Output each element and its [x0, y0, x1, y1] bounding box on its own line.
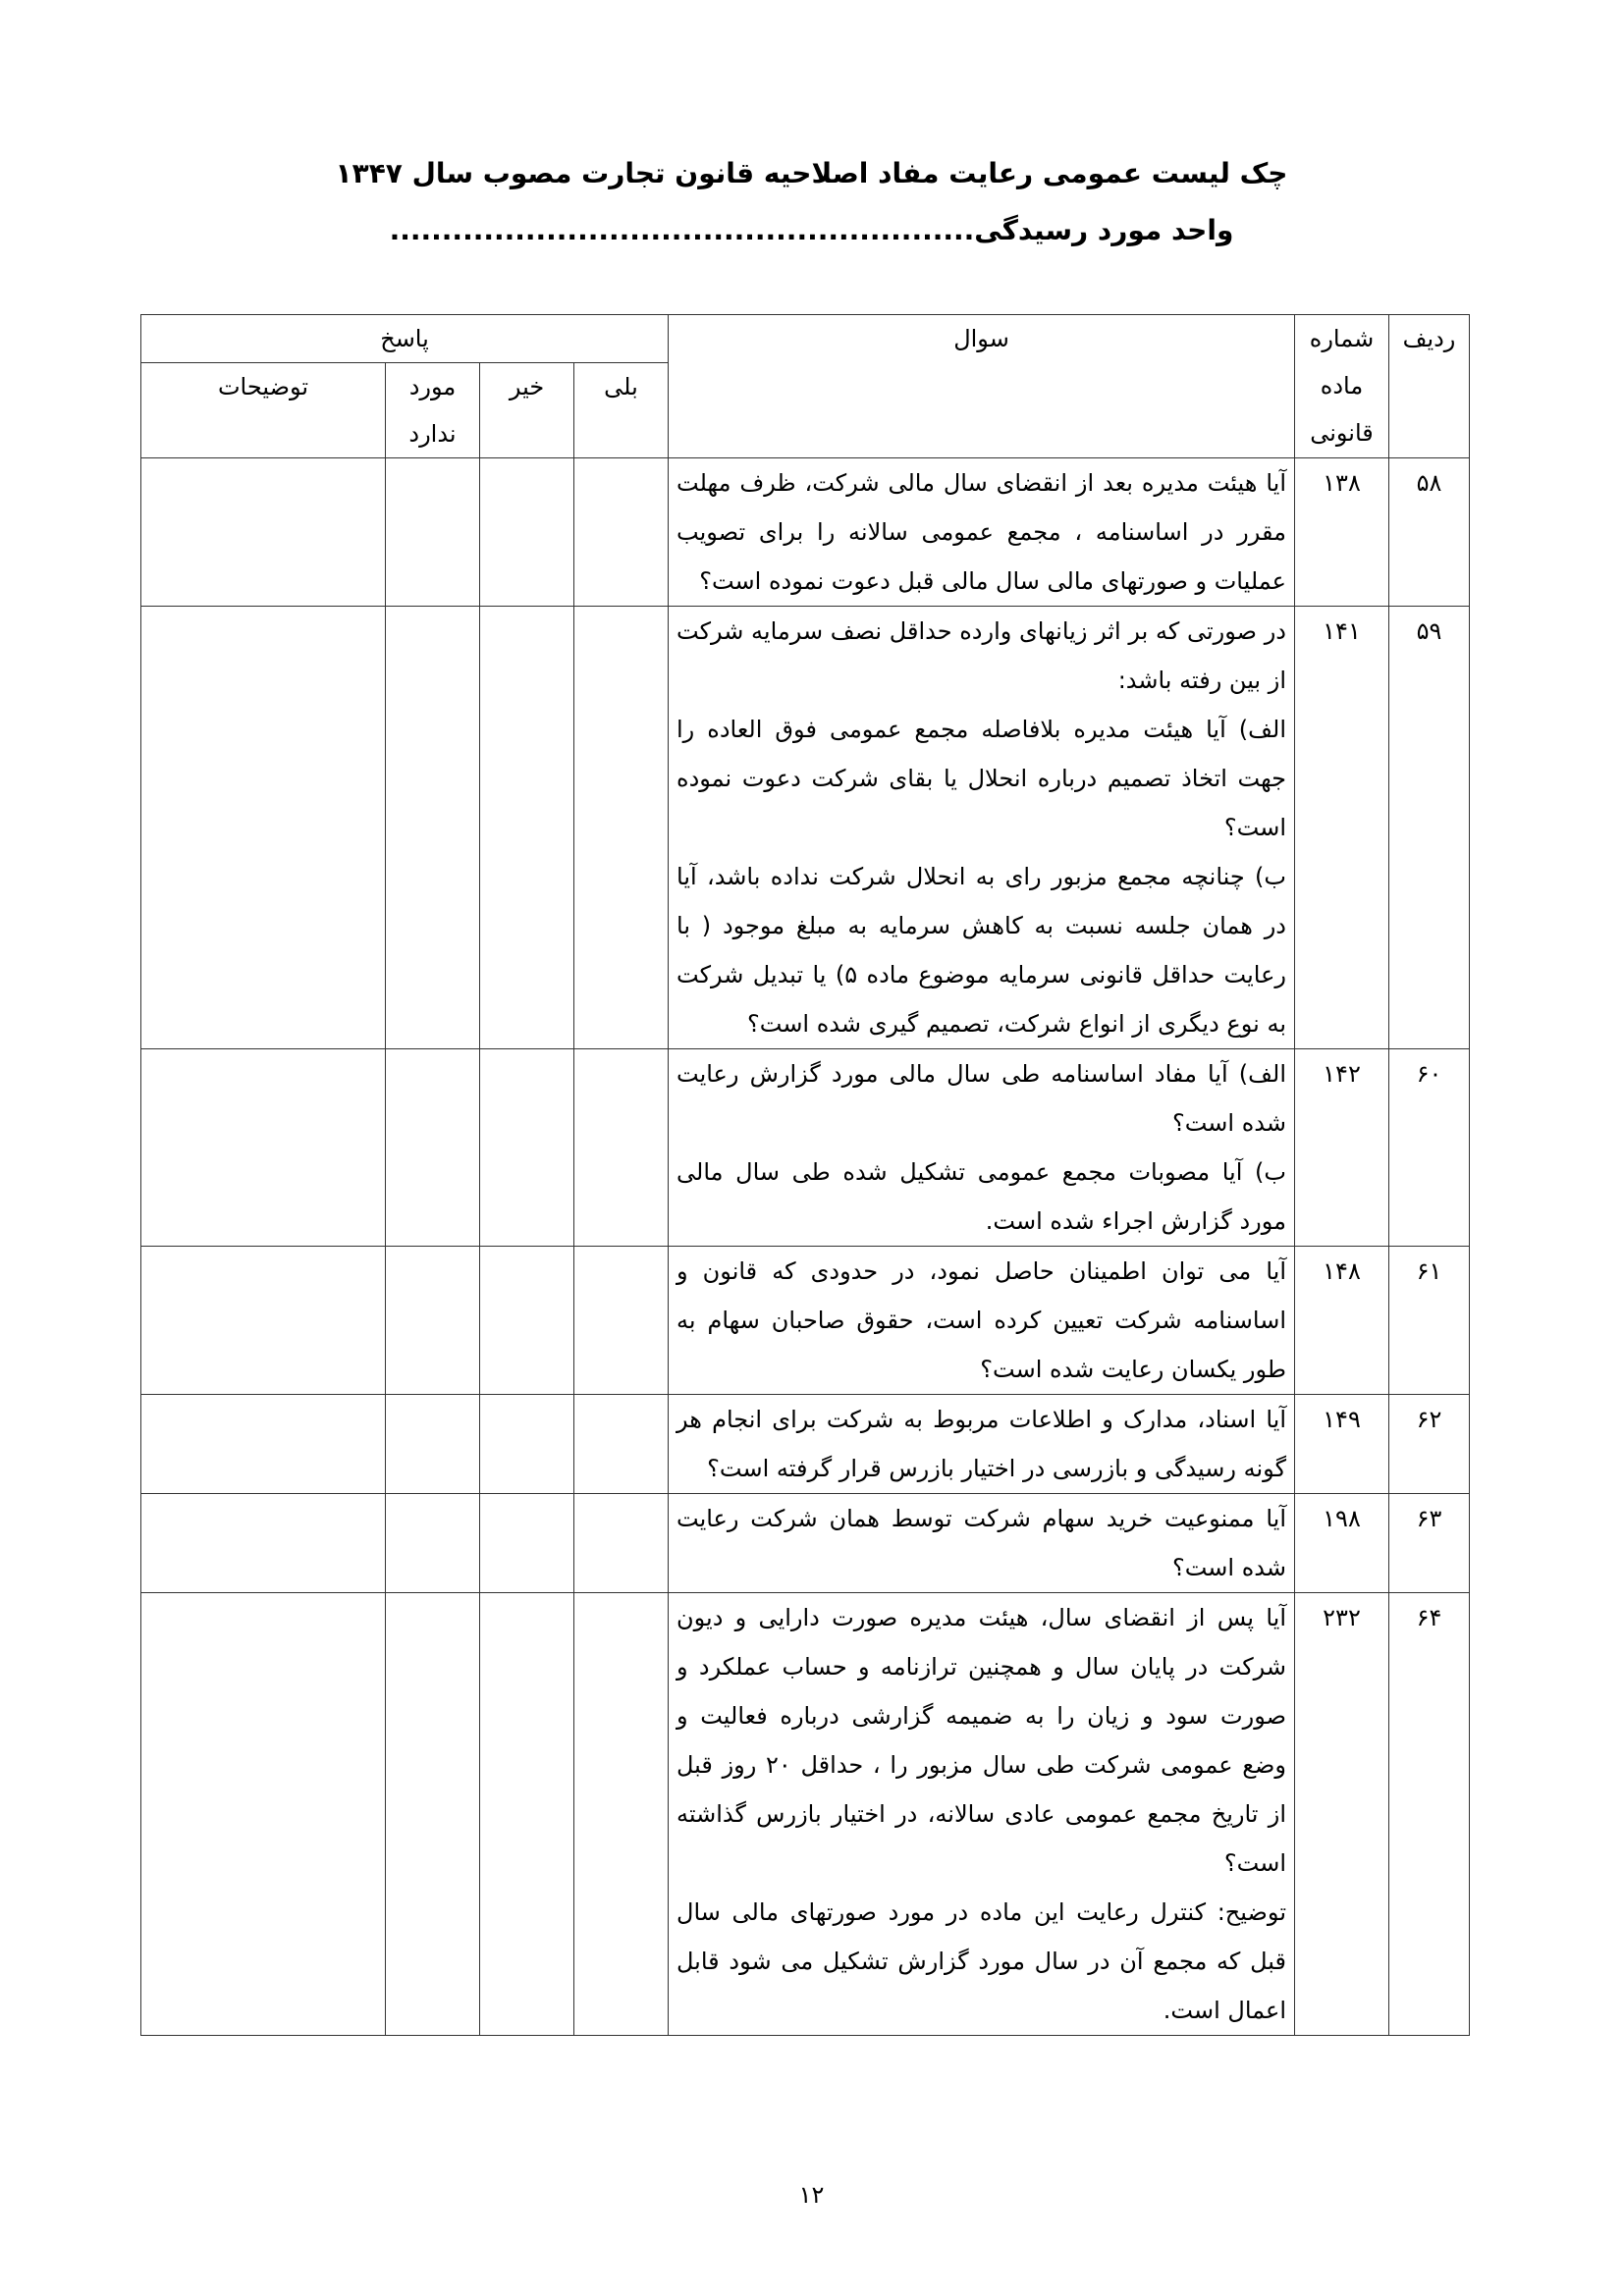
- article-number: ۱۴۱: [1295, 607, 1389, 1049]
- answer-na-cell[interactable]: [386, 1494, 480, 1593]
- answer-yes-cell[interactable]: [574, 458, 669, 607]
- row-number: ۶۱: [1389, 1247, 1470, 1395]
- table-row: [141, 1593, 1470, 2036]
- header-no: خیر: [480, 363, 574, 458]
- page-title: چک لیست عمومی رعایت مفاد اصلاحیه قانون تجارت مصوب سال ۱۳۴۷: [335, 157, 1288, 189]
- answer-yes-cell[interactable]: [574, 607, 669, 1049]
- checklist-table: [140, 314, 1470, 2036]
- question-cell: [669, 1593, 1295, 2036]
- question-paragraph: آیا ممنوعیت خرید سهام شرکت توسط همان شرکت رعایت شده است؟: [676, 1505, 1286, 1581]
- page-number: ۱۲: [798, 2181, 825, 2209]
- description-cell[interactable]: [141, 1247, 386, 1395]
- question-cell: [669, 607, 1295, 1049]
- answer-no-cell[interactable]: [480, 1395, 574, 1494]
- question-cell: [669, 1247, 1295, 1395]
- article-number: ۱۴۲: [1295, 1049, 1389, 1247]
- question-paragraph: آیا اسناد، مدارک و اطلاعات مربوط به شرکت برای انجام هر گونه رسیدگی و بازرسی در اختیار بازرس قرار گرفته است؟: [676, 1406, 1286, 1482]
- description-cell[interactable]: [141, 607, 386, 1049]
- table-row: [141, 1494, 1470, 1593]
- description-cell[interactable]: [141, 1593, 386, 2036]
- row-number: ۶۰: [1389, 1049, 1470, 1247]
- row-number: ۶۴: [1389, 1593, 1470, 2036]
- table-body: [141, 458, 1470, 2036]
- question-paragraph: آیا هیئت مدیره بعد از انقضای سال مالی شرکت، ظرف مهلت مقرر در اساسنامه ، مجمع عمومی سالانه را برای تصویب عملیات و صورتهای مالی سال مالی قبل دعوت نموده است؟: [676, 469, 1286, 595]
- row-number: ۶۳: [1389, 1494, 1470, 1593]
- header-not-applicable: مورد ندارد: [386, 363, 480, 458]
- answer-yes-cell[interactable]: [574, 1494, 669, 1593]
- answer-na-cell[interactable]: [386, 1049, 480, 1247]
- article-number: ۱۴۹: [1295, 1395, 1389, 1494]
- question-paragraph: ب) آیا مصوبات مجمع عمومی تشکیل شده طی سال مالی مورد گزارش اجراء شده است.: [676, 1158, 1286, 1235]
- article-number: ۱۹۸: [1295, 1494, 1389, 1593]
- description-cell[interactable]: [141, 458, 386, 607]
- row-number: ۵۹: [1389, 607, 1470, 1049]
- answer-yes-cell[interactable]: [574, 1049, 669, 1247]
- table-row: [141, 1247, 1470, 1395]
- question-paragraph: الف) آیا هیئت مدیره بلافاصله مجمع عمومی فوق العاده را جهت اتخاذ تصمیم درباره انحلال یا بقای شرکت دعوت نموده است؟: [676, 716, 1286, 841]
- answer-na-cell[interactable]: [386, 1593, 480, 2036]
- question-cell: [669, 1494, 1295, 1593]
- answer-na-cell[interactable]: [386, 458, 480, 607]
- answer-na-cell[interactable]: [386, 607, 480, 1049]
- question-paragraph: آیا پس از انقضای سال، هیئت مدیره صورت دارایی و دیون شرکت در پایان سال و همچنین ترازنامه و حساب عملکرد و صورت سود و زیان را به ضمیمه گزارشی درباره فعالیت و وضع عمومی شرکت طی سال مزبور را ، حداقل ۲۰ روز قبل از تاریخ مجمع عمومی عادی سالانه، در اختیار بازرس گذاشته است؟: [676, 1604, 1286, 1877]
- description-cell[interactable]: [141, 1049, 386, 1247]
- answer-no-cell[interactable]: [480, 1049, 574, 1247]
- question-paragraph: در صورتی که بر اثر زیانهای وارده حداقل نصف سرمایه شرکت از بین رفته باشد:: [676, 617, 1286, 694]
- question-paragraph: الف) آیا مفاد اساسنامه طی سال مالی مورد گزارش رعایت شده است؟: [676, 1060, 1286, 1137]
- description-cell[interactable]: [141, 1494, 386, 1593]
- question-paragraph: توضیح: کنترل رعایت این ماده در مورد صورتهای مالی سال قبل که مجمع آن در سال مورد گزارش تشکیل می شود قابل اعمال است.: [676, 1898, 1286, 2024]
- answer-yes-cell[interactable]: [574, 1247, 669, 1395]
- answer-no-cell[interactable]: [480, 1247, 574, 1395]
- row-number: ۵۸: [1389, 458, 1470, 607]
- answer-na-cell[interactable]: [386, 1395, 480, 1494]
- audited-unit-line: واحد مورد رسیدگی........................................................: [389, 214, 1234, 246]
- article-number: ۱۴۸: [1295, 1247, 1389, 1395]
- header-yes: بلی: [574, 363, 669, 458]
- header-article-number: شماره ماده قانونی: [1295, 315, 1389, 458]
- question-paragraph: ب) چنانچه مجمع مزبور رای به انحلال شرکت نداده باشد، آیا در همان جلسه نسبت به کاهش سرمایه به مبلغ موجود ( با رعایت حداقل قانونی سرمایه موضوع ماده ۵) یا تبدیل شرکت به نوع دیگری از انواع شرکت، تصمیم گیری شده است؟: [676, 863, 1286, 1038]
- article-number: ۱۳۸: [1295, 458, 1389, 607]
- answer-no-cell[interactable]: [480, 1494, 574, 1593]
- answer-no-cell[interactable]: [480, 1593, 574, 2036]
- table-row: [141, 1049, 1470, 1247]
- question-cell: [669, 458, 1295, 607]
- header-answer: پاسخ: [141, 315, 669, 363]
- answer-no-cell[interactable]: [480, 458, 574, 607]
- question-cell: [669, 1395, 1295, 1494]
- table-row: [141, 1395, 1470, 1494]
- table-row: [141, 607, 1470, 1049]
- header-description: توضیحات: [141, 363, 386, 458]
- article-number: ۲۳۲: [1295, 1593, 1389, 2036]
- table-row: [141, 458, 1470, 607]
- answer-yes-cell[interactable]: [574, 1395, 669, 1494]
- question-cell: [669, 1049, 1295, 1247]
- table-header: [141, 315, 1470, 458]
- header-radif: ردیف: [1389, 315, 1470, 458]
- answer-yes-cell[interactable]: [574, 1593, 669, 2036]
- description-cell[interactable]: [141, 1395, 386, 1494]
- header-question: سوال: [669, 315, 1295, 458]
- answer-na-cell[interactable]: [386, 1247, 480, 1395]
- answer-no-cell[interactable]: [480, 607, 574, 1049]
- question-paragraph: آیا می توان اطمینان حاصل نمود، در حدودی که قانون و اساسنامه شرکت تعیین کرده است، حقوق صاحبان سهام به طور یکسان رعایت شده است؟: [676, 1257, 1286, 1383]
- row-number: ۶۲: [1389, 1395, 1470, 1494]
